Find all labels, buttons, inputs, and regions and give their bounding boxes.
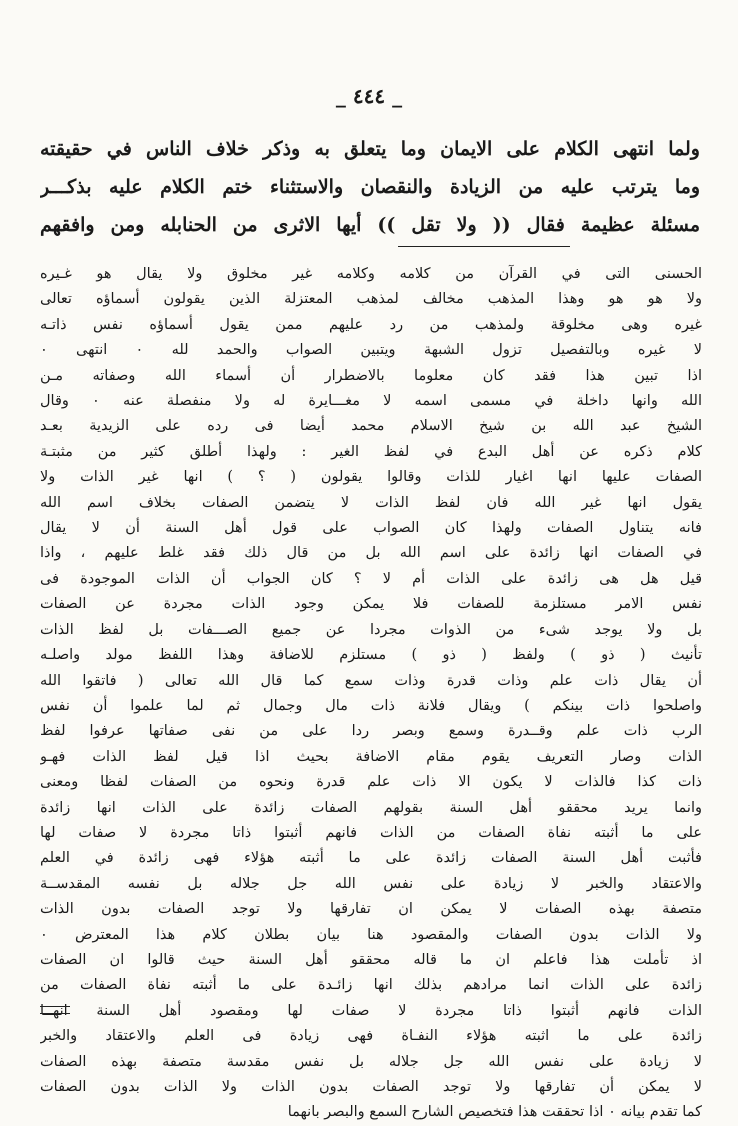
footnote-line: الحسنى التى في القرآن من كلامه وكلامه غير مخلوق ولا يقال هو غـيره: [40, 266, 702, 282]
footnote-line: والاعتقاد والخبر لا زيادة على نفس الله جل جلاله بل نفسه المقدســة: [40, 875, 702, 892]
footnote-line: اذا تبين هذا فقد كان معلوما بالاضطرار أن أسماء الله وصفاته مـن: [40, 367, 702, 384]
footnote-line: غيره وهى مخلوقة ولمذهب من رد عليهم ممن يقول أسماؤه نفس ذاتـه: [40, 316, 702, 333]
footnote-line: اذ تأملت هذا فاعلم ان ما قاله محققو أهل السنة حيث قالوا ان الصفات: [40, 951, 702, 968]
footnote-line: لا يمكن أن تفارقها ولا توجد الصفات بدون الذات ولا الذات بدون الصفات: [40, 1079, 702, 1095]
main-text: [40, 130, 700, 244]
footnote-line: الصفات عليها انها اغيار للذات وقالوا يقولون ( ؟ ) انها غير الذات ولا: [40, 469, 702, 486]
footnote-line: الذات فانهم أثبتوا ذاتا مجردة لا صفات لها ومقصود أهل السنة انهــا: [40, 1002, 702, 1019]
end-of-page-mark: [40, 1006, 70, 1014]
footnote-line: لا غيره وبالتفصيل تزول الشبهة ويتبين الصواب والحمد لله ٠ انتهى ٠: [40, 342, 702, 359]
footnote-line: في الصفات انها زائدة على اسم الله بل من قال ذلك فقد غلط عليهم ، واذا: [40, 545, 702, 562]
footnote-line: كما تقدم بيانه ٠ اذا تحققت هذا فتخصيص الشارح السمع والبصر بانهما: [287, 1104, 702, 1121]
main-line: وما يترتب عليه من الزيادة والنقصان والاستثناء ختم الكلام عليه بذكـــر: [40, 176, 700, 198]
footnote-line: ذات كذا فالذات لا يكون الا ذات علم قدرة ونحوه من الصفات لفظا ومعنى: [40, 774, 702, 791]
footnote-line: قيل هل هى زائدة على الذات أم لا ؟ كان الجواب أن الذات الموجودة فى: [40, 570, 702, 587]
footnote-line: زائدة على ما اثبته هؤلاء النفـاة فهى زيادة فى العلم والاعتقاد والخبر: [40, 1028, 702, 1045]
footnote-line: نفس الامر مستلزمة للصفات فلا يمكن وجود الذات مجردة عن الصفات: [40, 596, 702, 613]
footnote-line: فانه يتناول الصفات ولهذا كان الصواب على قول أهل السنة أن لا يقال: [40, 520, 702, 537]
footnote-line: متصفة بهذه الصفات لا يمكن ان تفارقها ولا توجد الصفات بدون الذات: [40, 901, 702, 918]
footnote-line: لا زيادة على نفس الله جل جلاله بل نفس مقدسة متصفة بهذه الصفات: [40, 1053, 702, 1070]
footnote-line: يقول انها غير الله فان لفظ الذات لا يتضمن الصفات بخلاف اسم الله: [40, 494, 702, 511]
main-line: ولما انتهى الكلام على الايمان وما يتعلق به وذكر خلاف الناس في حقيقته: [40, 138, 700, 160]
footnote-line: على ما أثبته نفاة الصفات من الذات فانهم أثبتوا ذاتا مجردة لا صفات لها: [40, 824, 702, 841]
footnote-line: الرب ذات علم وقــدرة وسمع وبصر ردا على من نفى صفاتها عرفوا لفظ: [40, 723, 702, 740]
footnote-line: الذات وصار التعريف يقوم مقام الاضافة بحيث اذا قيل لفظ الذات فهـو: [40, 748, 702, 765]
footnote-text: [40, 262, 702, 1126]
footnote-line: كلام ذكره عن أهل البدع في لفظ الغير : ولهذا أطلق كثير من مثبتـة: [40, 443, 702, 460]
main-line: مسئلة عظيمة فقال (( ولا تقل )) أيها الاثرى من الحنابله ومن وافقهم: [40, 214, 700, 236]
footnote-line: الله وانها داخلة في مسمى اسمه لا مغـــايرة له ولا منفصلة عنه ٠ وقال: [40, 393, 702, 410]
footnote-line: ولا هو هو وهذا المذهب مخالف لمذهب المعتزلة الذين يقولون أسماؤه تعالى: [40, 291, 702, 308]
footnote-separator: [398, 246, 570, 247]
footnote-line: فأثبت أهل السنة الصفات زائدة على ما أثبته هؤلاء فهى زائدة في العلم: [40, 850, 702, 867]
footnote-line: زائدة على الذات انما مرادهم بذلك انها زائـدة على ما أثبته نفاة الصفات من: [40, 977, 702, 994]
footnote-line: تأنيث ( ذو ) ولفظ ( ذو ) مستلزم للاضافة وهذا اللفظ مولد واصلـه: [40, 647, 702, 664]
footnote-line: وانما يريد محققو أهل السنة بقولهم الصفات زائدة على الذات انها زائدة: [40, 799, 702, 816]
footnote-line: بل ولا يوجد شىء من الذوات مجردا عن جميع الصـــفات بل لفظ الذات: [40, 621, 702, 638]
footnote-line: أن يقال ذات علم وذات قدرة وذات سمع كما قال الله تعالى ( فاتقوا الله: [40, 672, 702, 689]
page-number: _ ٤٤٤ _: [335, 84, 403, 108]
footnote-line: الشيخ عبد الله بن شيخ الاسلام محمد أيضا فى رده على الزيدية بعـد: [40, 418, 702, 435]
footnote-line: واصلحوا ذات بينكم ) ويقال فلانة ذات مال وجمال ثم لما علموا أن نفس: [40, 697, 702, 714]
footnote-line: ولا الذات بدون الصفات والمقصود هنا بيان بطلان كلام هذا المعترض ٠: [40, 926, 702, 943]
